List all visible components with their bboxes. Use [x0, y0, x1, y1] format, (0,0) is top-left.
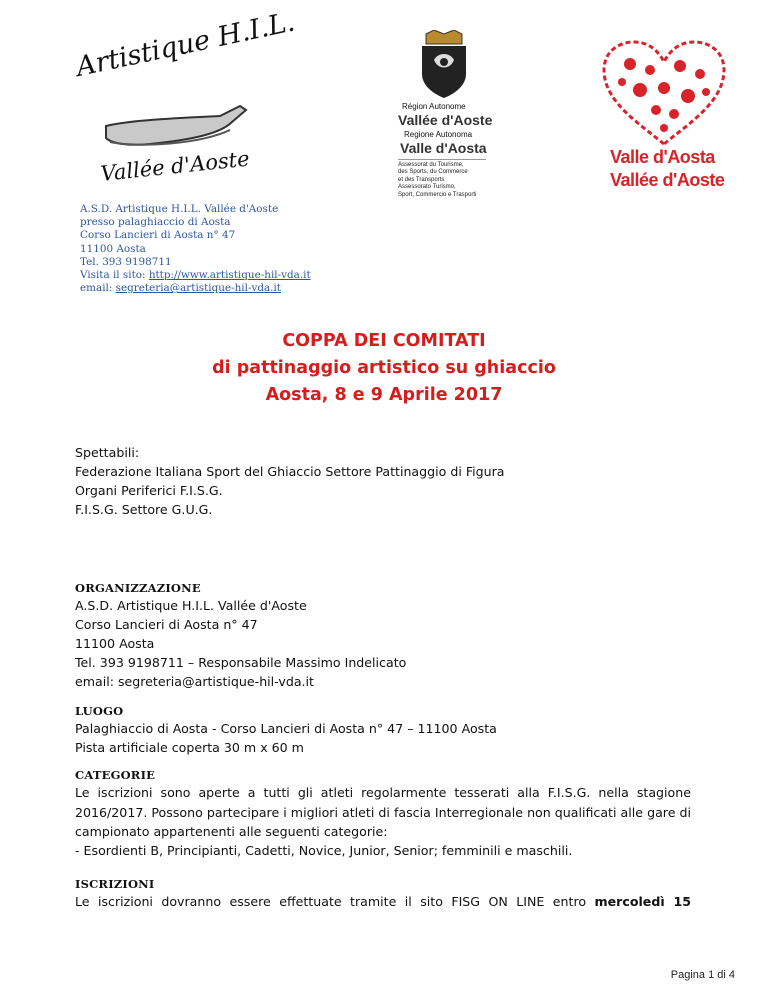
coat-of-arms-icon — [416, 30, 472, 98]
iscrizioni-paragraph: Le iscrizioni dovranno essere effettuate tramite il sito FISG ON LINE entro mercoledì 15 — [75, 894, 692, 909]
luogo-line: Palaghiaccio di Aosta - Corso Lancieri di Aosta n° 47 – 11100 Aosta — [75, 721, 497, 736]
organizzazione-block — [75, 596, 406, 691]
document-title: COPPA DEI COMITATI — [282, 331, 486, 351]
luogo-block — [75, 719, 497, 757]
region-assessorato: Assessorat du Tourisme, des Sports, du Commerce et des Transports Assessorato Turismo, Sport, Commercio e Trasporti — [398, 162, 477, 198]
section-heading-categorie: CATEGORIE — [75, 768, 156, 782]
logo-text-vallee: Vallée d'Aoste — [99, 146, 251, 186]
recipients-label: Spettabili: — [75, 445, 140, 460]
org-line: email: segreteria@artistique-hil-vda.it — [75, 674, 314, 689]
recipient-line: Organi Periferici F.I.S.G. — [75, 483, 223, 498]
event-date: Aosta, 8 e 9 Aprile 2017 — [265, 385, 503, 405]
website-link[interactable]: http://www.artistique-hil-vda.it — [148, 269, 311, 282]
recipient-line: F.I.S.G. Settore G.U.G. — [75, 502, 213, 517]
page-number: Pagina 1 di 4 — [670, 969, 735, 981]
contact-address: Corso Lancieri di Aosta n° 47 — [80, 229, 236, 242]
valle-daosta-heart-logo — [595, 40, 735, 200]
heart-icon — [600, 40, 728, 146]
artistique-logo — [73, 6, 298, 194]
email-link[interactable]: segreteria@artistique-hil-vda.it — [115, 282, 281, 295]
region-line-4: Valle d'Aosta — [400, 140, 487, 156]
categorie-list: - Esordienti B, Principianti, Cadetti, Novice, Junior, Senior; femminili e maschili. — [75, 843, 573, 858]
contact-name: A.S.D. Artistique H.I.L. Vallée d'Aoste — [80, 203, 279, 215]
vallee-daoste-text: Vallée d'Aoste — [610, 170, 725, 190]
org-line: A.S.D. Artistique H.I.L. Vallée d'Aoste — [75, 598, 307, 613]
region-divider — [398, 159, 486, 160]
contact-venue: presso palaghiaccio di Aosta — [80, 216, 231, 229]
region-line-2: Vallée d'Aoste — [398, 112, 493, 128]
contact-email: email: segreteria@artistique-hil-vda.it — [80, 282, 281, 295]
section-heading-iscrizioni: ISCRIZIONI — [75, 877, 155, 891]
categorie-paragraph: Le iscrizioni sono aperte a tutti gli atleti regolarmente tesserati alla F.I.S.G. nella stagione 2016/2017. Possono partecipare i migliori atleti di fascia Interregionale non qualificati alle gare di campionato appartenenti alle seguenti categorie: — [75, 785, 691, 839]
recipients-block — [75, 443, 505, 519]
valle-daosta-text: Valle d'Aosta — [610, 147, 715, 167]
region-line-1: Région Autonome — [402, 102, 466, 111]
section-heading-organizzazione: ORGANIZZAZIONE — [75, 581, 201, 595]
luogo-line: Pista artificiale coperta 30 m x 60 m — [75, 740, 304, 755]
contact-city: 11100 Aosta — [80, 242, 146, 255]
org-line: Tel. 393 9198711 – Responsabile Massimo Indelicato — [75, 655, 407, 670]
region-logo — [398, 30, 494, 200]
region-line-3: Regione Autonoma — [404, 130, 473, 139]
recipient-line: Federazione Italiana Sport del Ghiaccio Settore Pattinaggio di Figura — [75, 464, 505, 479]
contact-tel: Tel. 393 9198711 — [80, 255, 172, 268]
contact-block — [80, 203, 311, 295]
contact-site: Visita il sito: http://www.artistique-hil-vda.it — [80, 269, 311, 282]
document-subtitle: di pattinaggio artistico su ghiaccio — [212, 358, 556, 378]
logo-text-artistique: Artistique H.I.L. — [73, 6, 298, 83]
section-heading-luogo: LUOGO — [75, 704, 124, 718]
org-line: Corso Lancieri di Aosta n° 47 — [75, 617, 258, 632]
org-line: 11100 Aosta — [75, 636, 155, 651]
